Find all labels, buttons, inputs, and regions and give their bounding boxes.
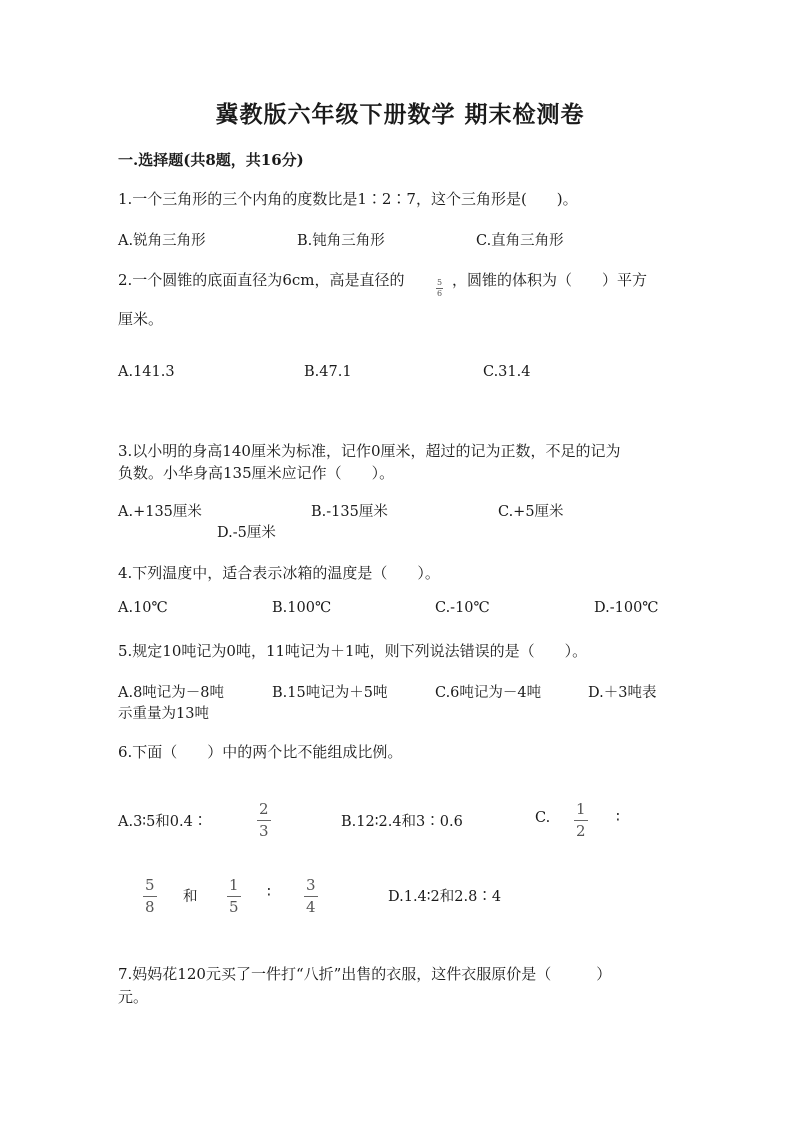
question-6-option-c-fraction-4 <box>304 878 318 915</box>
fraction-numerator: 1 <box>227 878 241 897</box>
question-4-option-d: D.-100℃ <box>594 600 659 616</box>
fraction-denominator: 2 <box>576 822 586 840</box>
question-7-line-1: 7.妈妈花120元买了一件打“八折”出售的衣服，这件衣服原价是（ ） <box>118 965 612 983</box>
question-3-option-a: A.+135厘米 <box>118 504 202 520</box>
question-6-option-c-fraction-2 <box>143 878 157 915</box>
question-4-option-b: B.100℃ <box>272 600 332 616</box>
question-2-option-b: B.47.1 <box>304 364 352 380</box>
question-3-line-2: 负数。小华身高135厘米应记作（ ）。 <box>118 464 395 482</box>
fraction-numerator: 2 <box>257 802 271 821</box>
ratio-colon: ∶ <box>616 810 620 826</box>
question-6-option-a-fraction <box>257 802 271 839</box>
fraction-denominator: 8 <box>145 898 155 916</box>
question-4-option-c: C.-10℃ <box>435 600 490 616</box>
question-1-option-a: A.锐角三角形 <box>118 233 206 249</box>
fraction-numerator: 1 <box>574 802 588 821</box>
question-3-option-b: B.-135厘米 <box>311 504 388 520</box>
conjunction-and: 和 <box>183 889 198 905</box>
fraction-denominator: 5 <box>229 898 239 916</box>
question-5-option-a: A.8吨记为－8吨 <box>118 685 225 701</box>
question-6-option-c-label: C. <box>535 810 551 826</box>
question-5-option-d-line-1: D.＋3吨表 <box>588 685 657 701</box>
question-6-option-a: A.3∶5和0.4∶ <box>118 814 208 830</box>
question-6-option-c-fraction-1 <box>574 802 588 839</box>
question-6-option-b: B.12∶2.4和3∶0.6 <box>341 814 463 830</box>
question-1-option-c: C.直角三角形 <box>476 233 564 249</box>
question-6-option-c-fraction-3 <box>227 878 241 915</box>
question-3-line-1: 3.以小明的身高140厘米为标准，记作0厘米，超过的记为正数，不足的记为 <box>118 442 621 460</box>
question-2-fraction <box>436 279 443 298</box>
section-heading: 一.选择题(共8题，共16分) <box>118 151 304 169</box>
question-6-text: 6.下面（ ）中的两个比不能组成比例。 <box>118 743 403 761</box>
question-5-option-b: B.15吨记为＋5吨 <box>272 685 388 701</box>
question-2-option-a: A.141.3 <box>118 364 175 380</box>
fraction-denominator: 4 <box>306 898 316 916</box>
question-1-text: 1.一个三角形的三个内角的度数比是1∶2∶7，这个三角形是( )。 <box>118 190 578 208</box>
question-3-option-c: C.+5厘米 <box>498 504 564 520</box>
question-2-text-c: 厘米。 <box>118 310 164 328</box>
question-2-text-a: 2.一个圆锥的底面直径为6cm，高是直径的 <box>118 271 405 289</box>
question-6-option-d: D.1.4∶2和2.8∶4 <box>388 889 502 905</box>
question-3-option-d: D.-5厘米 <box>217 525 276 541</box>
fraction-denominator: 6 <box>437 289 443 298</box>
question-5-option-d-line-2: 示重量为13吨 <box>118 706 209 722</box>
question-1-option-b: B.钝角三角形 <box>297 233 385 249</box>
question-2-text-b: ，圆锥的体积为（ ）平方 <box>452 271 648 289</box>
question-5-option-c: C.6吨记为－4吨 <box>435 685 542 701</box>
question-4-option-a: A.10℃ <box>118 600 168 616</box>
ratio-colon: ∶ <box>267 885 271 901</box>
fraction-numerator: 5 <box>143 878 157 897</box>
question-4-text: 4.下列温度中，适合表示冰箱的温度是（ ）。 <box>118 564 440 582</box>
fraction-numerator: 3 <box>304 878 318 897</box>
question-5-text: 5.规定10吨记为0吨，11吨记为＋1吨，则下列说法错误的是（ ）。 <box>118 642 588 660</box>
question-7-line-2: 元。 <box>118 988 149 1006</box>
fraction-numerator: 5 <box>437 278 443 287</box>
fraction-denominator: 3 <box>259 822 269 840</box>
question-2-option-c: C.31.4 <box>483 364 531 380</box>
page-title: 冀教版六年级下册数学 期末检测卷 <box>215 101 585 128</box>
